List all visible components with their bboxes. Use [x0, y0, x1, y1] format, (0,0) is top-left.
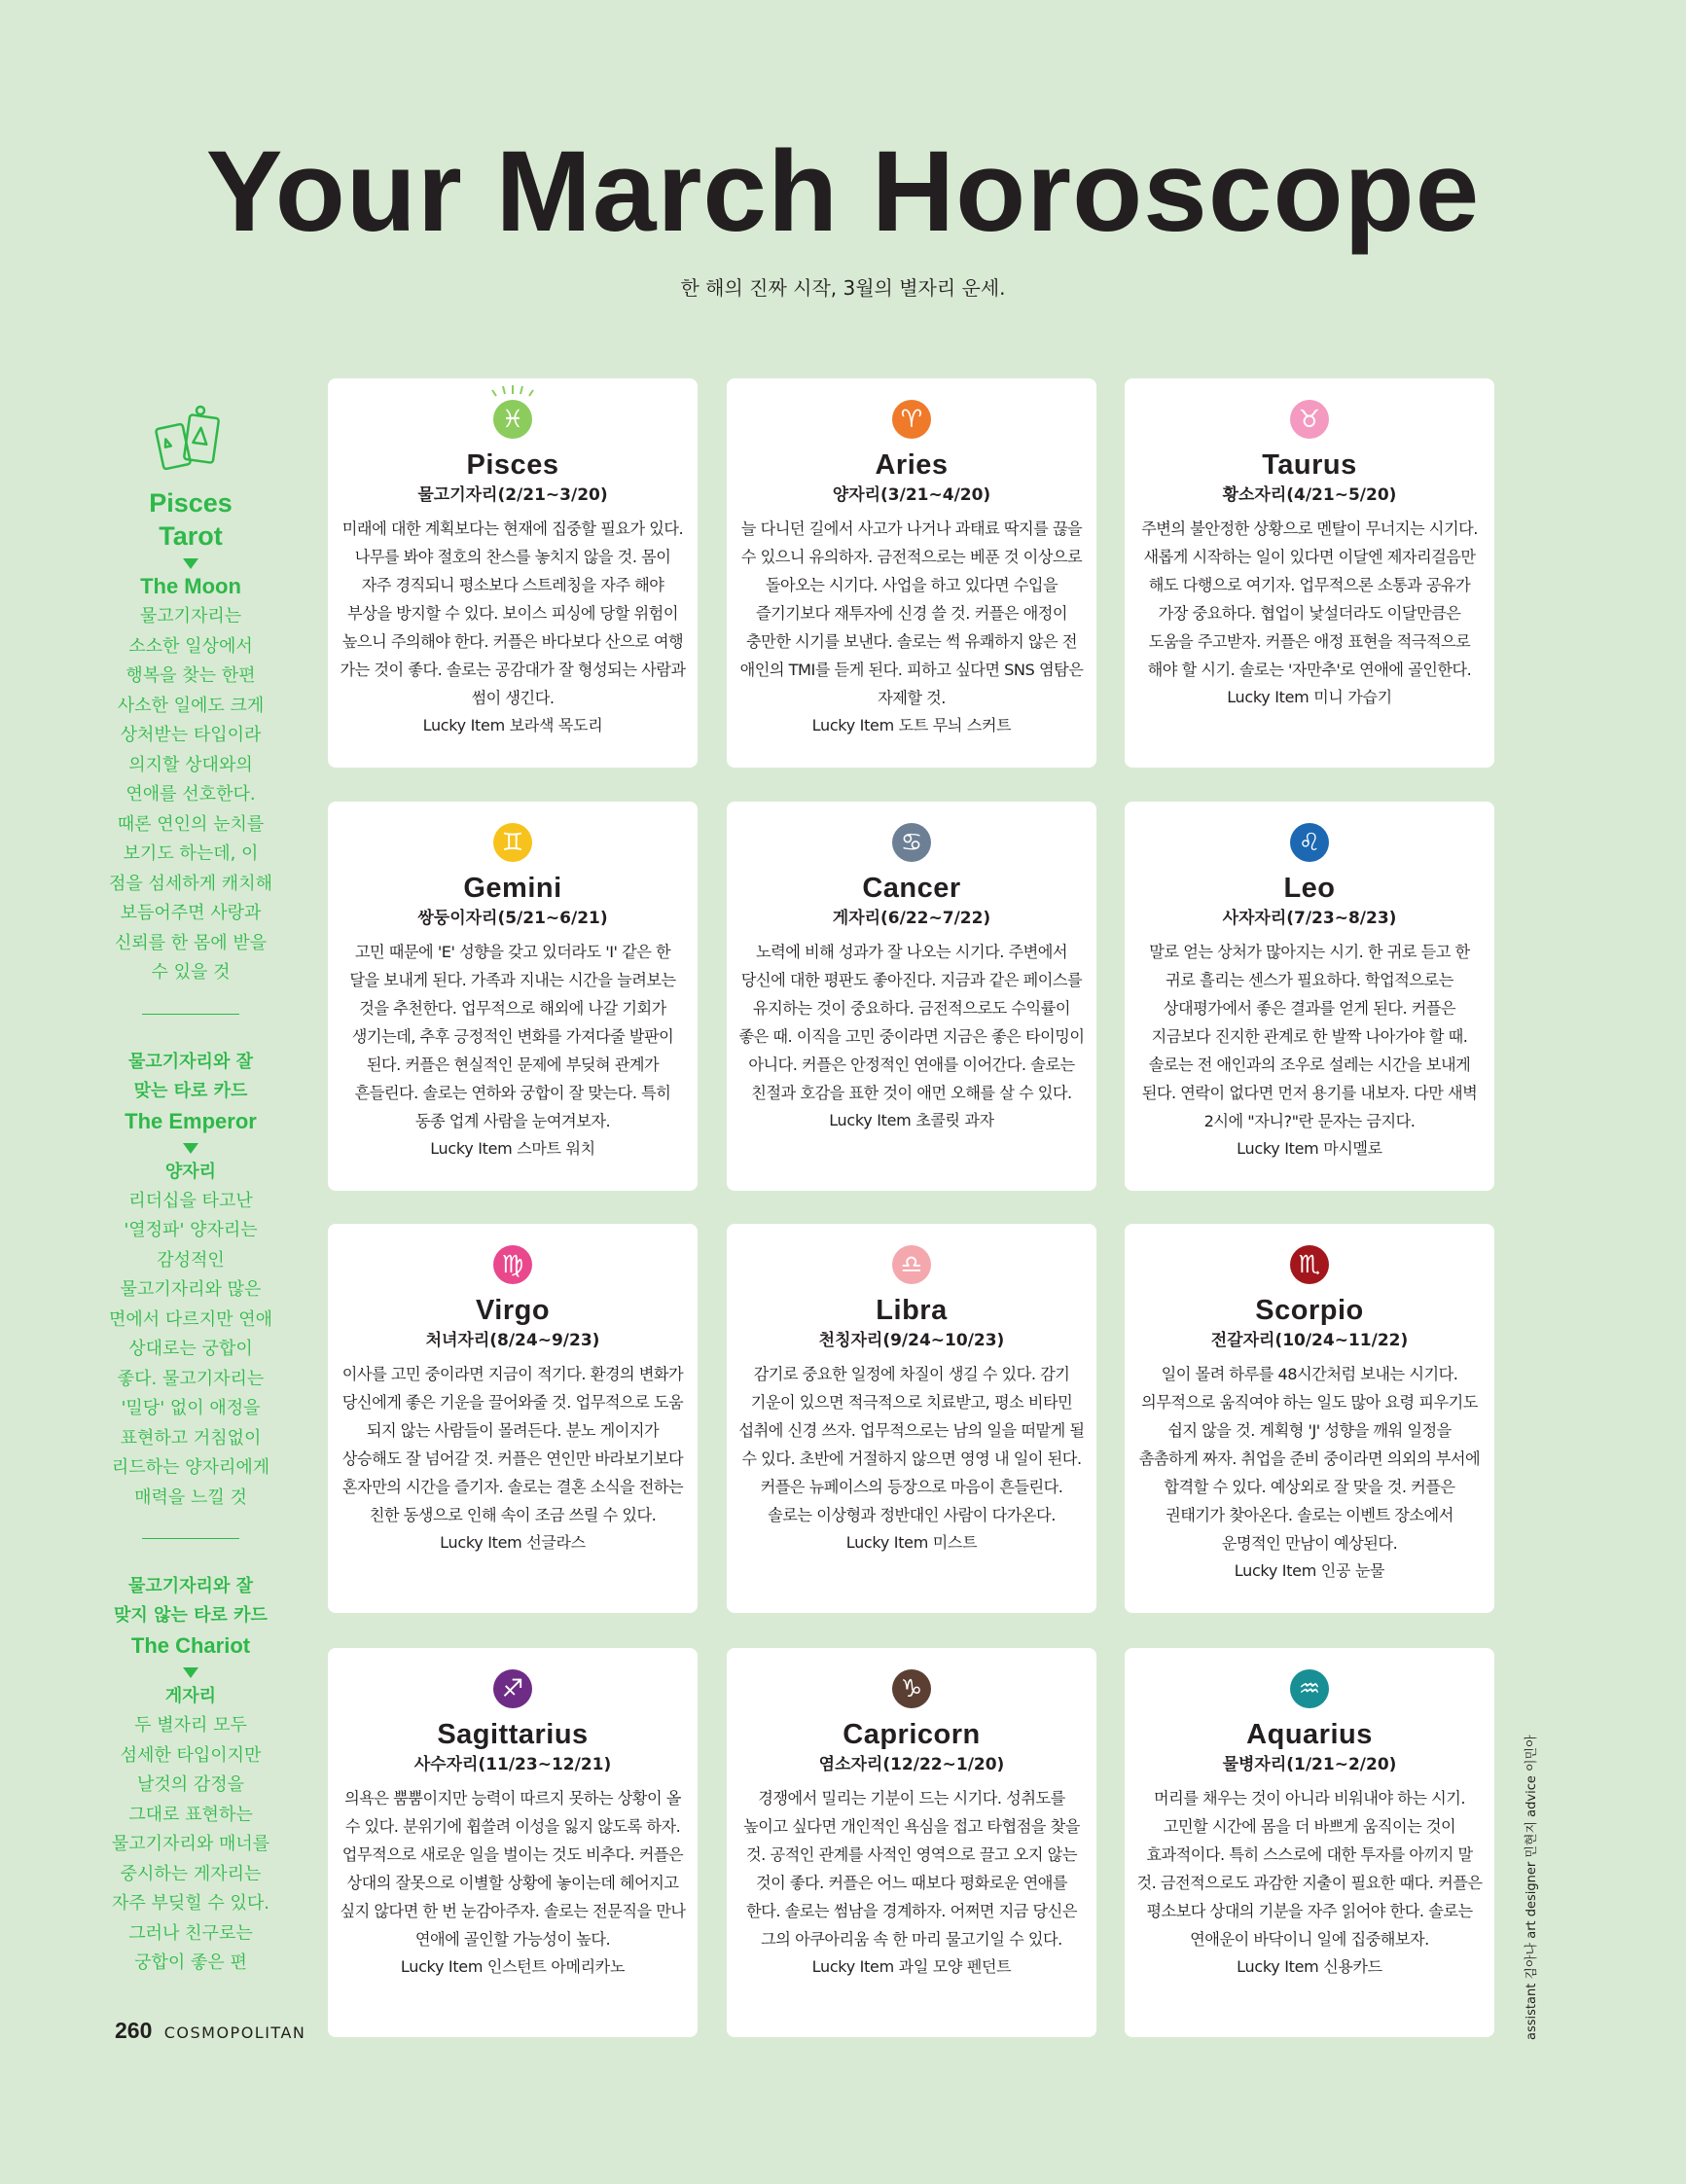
sidebar-text-line: 궁합이 좋은 편 — [134, 1952, 247, 1973]
horoscope-text: 감기로 중요한 일정에 차질이 생길 수 있다. 감기 기운이 있으면 적극적으로 치료받고, 평소 비타민 섭취에 신경 쓰자. 업무적으로는 남의 일을 떠맡게 될 수 있다. 초반에 거절하지 않으면 영영 내 일이 된다. 커플은 뉴페이스의 등장으로 마음이 흔들린다. 솔로는 이상형과 정반대인 사람이 다가온다. — [738, 1365, 1085, 1524]
sign-korean-dates: 황소자리(4/21~5/20) — [1222, 485, 1397, 505]
sign-name: Aries — [875, 449, 949, 481]
horoscope-card-virgo — [328, 1224, 698, 1613]
sidebar-text-line: 중시하는 게자리는 — [120, 1863, 262, 1884]
sign-name: Taurus — [1262, 449, 1357, 481]
lucky-item: Lucky Item 도트 무늬 스커트 — [811, 716, 1012, 734]
sidebar-text-line: 물고기자리와 많은 — [120, 1279, 262, 1300]
sidebar-text-line: 상처받는 타입이라 — [120, 725, 262, 745]
horoscope-card-leo — [1125, 802, 1494, 1191]
lucky-item: Lucky Item 인스턴트 아메리카노 — [400, 1957, 626, 1976]
bad-match-card: The Chariot — [130, 1633, 251, 1658]
lucky-item: Lucky Item 선글라스 — [440, 1533, 586, 1552]
down-arrow-icon — [183, 558, 198, 569]
sidebar-text-line: 신뢰를 한 몸에 받을 — [114, 932, 268, 953]
horoscope-card-aries — [727, 378, 1096, 768]
ray-line — [492, 390, 496, 396]
ray-line — [520, 386, 522, 394]
horoscope-card-taurus — [1125, 378, 1494, 768]
sidebar-text-line: 면에서 다르지만 연애 — [109, 1308, 272, 1330]
horoscope-text: 늘 다니던 길에서 사고가 나거나 과태료 딱지를 끊을 수 있으니 유의하자. 금전적으로는 베푼 것 이상으로 돌아오는 시기다. 사업을 하고 있다면 수입을 즐기기보다 재투자에 신경 쓸 것. 커플은 애정이 충만한 시기를 보낸다. 솔로는 썩 유쾌하지 않은 전 애인의 TMI를 듣게 된다. 피하고 싶다면 SNS 염탐은 자제할 것. — [739, 519, 1084, 707]
sidebar-text-line: 연애를 선호한다. — [126, 784, 256, 805]
sign-name: Virgo — [475, 1295, 551, 1326]
leo-icon: ♌ — [1290, 823, 1329, 862]
pisces-card-name: The Moon — [140, 574, 241, 598]
bad-match-text — [97, 1711, 284, 1979]
taurus-icon: ♉ — [1290, 400, 1329, 439]
sidebar-text-line: '열정파' 양자리는 — [124, 1220, 258, 1240]
sidebar-text-line: 그러나 친구로는 — [128, 1922, 253, 1944]
sign-korean-dates: 양자리(3/21~4/20) — [832, 485, 991, 505]
bad-match-heading-1: 물고기자리와 잘 — [128, 1576, 253, 1596]
sidebar-text-line: 그대로 표현하는 — [128, 1804, 253, 1825]
horoscope-text: 의욕은 뿜뿜이지만 능력이 따르지 못하는 상황이 올 수 있다. 분위기에 휩쓸려 이성을 잃지 않도록 하자. 업무적으로 새로운 일을 벌이는 것도 비추다. 커플은 상대의 잘못으로 이별할 상황에 놓이는데 헤어지고 싶지 않다면 한 번 눈감아주자. 솔로는 전문직을 만나 연애에 골인할 가능성이 높다. — [340, 1789, 686, 1949]
ray-line — [503, 386, 505, 394]
aquarius-icon: ♒ — [1290, 1669, 1329, 1708]
sidebar-text-line: 소소한 일상에서 — [128, 635, 253, 657]
pisces-tarot-sidebar — [97, 399, 284, 1979]
virgo-icon: ♍ — [493, 1245, 532, 1284]
sidebar-text-line: 의지할 상대와의 — [128, 754, 253, 775]
horoscope-text: 일이 몰려 하루를 48시간처럼 보내는 시기다. 의무적으로 움직여야 하는 일도 많아 요령 피우기도 쉽지 않을 것. 계획형 'J' 성향을 깨워 일정을 촘촘하게 짜자. 취업을 준비 중이라면 의외의 부서에 합격할 수 있다. 예상외로 잘 맞을 것. 커플은 권태기가 찾아온다. 솔로는 이벤트 장소에서 운명적인 만남이 예상된다. — [1138, 1365, 1481, 1553]
sidebar-divider — [142, 1014, 239, 1015]
good-match-card: The Emperor — [125, 1108, 257, 1133]
sidebar-text-line: 두 별자리 모두 — [134, 1715, 247, 1736]
horoscope-card-libra — [727, 1224, 1096, 1613]
sign-name: Libra — [876, 1295, 948, 1326]
lucky-item: Lucky Item 과일 모양 펜던트 — [811, 1957, 1012, 1976]
horoscope-text: 이사를 고민 중이라면 지금이 적기다. 환경의 변화가 당신에게 좋은 기운을 끌어와줄 것. 업무적으로 도움 되지 않는 사람들이 몰려든다. 분노 게이지가 상승해도 잘 넘어갈 것. 커플은 연인만 바라보기보다 혼자만의 시간을 즐기자. 솔로는 결혼 소식을 전하는 친한 동생으로 인해 속이 조금 쓰릴 수 있다. — [341, 1365, 684, 1524]
lucky-item: Lucky Item 초콜릿 과자 — [829, 1111, 994, 1129]
sidebar-text-line: 보듬어주면 사랑과 — [120, 903, 262, 923]
sign-korean-dates: 사수자리(11/23~12/21) — [413, 1755, 612, 1774]
sign-korean-dates: 염소자리(12/22~1/20) — [818, 1755, 1005, 1774]
sidebar-text-line: 자주 부딪힐 수 있다. — [112, 1893, 269, 1914]
sign-korean-dates: 전갈자리(10/24~11/22) — [1210, 1331, 1409, 1350]
sidebar-text-line: 보기도 하는데, 이 — [123, 843, 259, 864]
lucky-item: Lucky Item 마시멜로 — [1237, 1139, 1382, 1158]
sign-name: Scorpio — [1255, 1295, 1364, 1326]
pisces-icon: ♓ — [493, 400, 532, 439]
horoscope-card-scorpio — [1125, 1224, 1494, 1613]
good-match-heading-1: 물고기자리와 잘 — [128, 1051, 253, 1072]
magazine-brand: COSMOPOLITAN — [163, 2023, 306, 2042]
sidebar-text-line: 리드하는 양자리에게 — [111, 1457, 270, 1478]
sidebar-divider — [142, 1538, 239, 1539]
aries-icon: ♈ — [892, 400, 931, 439]
lucky-item: Lucky Item 미스트 — [845, 1533, 978, 1552]
down-arrow-icon — [183, 1667, 198, 1678]
sidebar-text-line: 사소한 일에도 크게 — [117, 695, 265, 716]
credits: assistant 김아나 art designer 민현지 advice 이민아 — [1525, 1735, 1539, 2040]
sidebar-text-line: 행복을 찾는 한편 — [126, 665, 256, 686]
horoscope-text: 고민 때문에 'E' 성향을 갖고 있더라도 'I' 같은 한 달을 보내게 된다. 가족과 지내는 시간을 늘려보는 것을 추천한다. 업무적으로 해외에 나갈 기회가 생기는데, 추후 긍정적인 변화를 가져다줄 발판이 된다. 커플은 현실적인 문제에 부딪혀 관계가 흔들린다. 솔로는 연하와 궁합이 잘 맞는다. 특히 동종 업계 사람을 눈여겨보자. — [349, 943, 676, 1130]
highlight-rays-icon — [488, 384, 537, 398]
sign-korean-dates: 쌍둥이자리(5/21~6/21) — [417, 909, 608, 928]
tarot-cards-icon — [152, 399, 230, 477]
horoscope-text: 말로 얻는 상처가 많아지는 시기. 한 귀로 듣고 한 귀로 흘리는 센스가 필요하다. 학업적으로는 상대평가에서 좋은 결과를 얻게 된다. 커플은 지금보다 진지한 관계로 한 발짝 나아가야 할 때. 솔로는 전 애인과의 조우로 설레는 시간을 보내게 된다. 연락이 없다면 먼저 용기를 내보자. 다만 새벽 2시에 "자니?"란 문자는 금지다. — [1141, 943, 1478, 1130]
sign-name: Capricorn — [843, 1719, 981, 1750]
horoscope-card-cancer — [727, 802, 1096, 1191]
page-footer — [115, 2018, 305, 2044]
cancer-icon: ♋ — [892, 823, 931, 862]
sagittarius-icon: ♐ — [493, 1669, 532, 1708]
sign-name: Aquarius — [1246, 1719, 1373, 1750]
sign-korean-dates: 물병자리(1/21~2/20) — [1222, 1755, 1397, 1774]
gemini-icon: ♊ — [493, 823, 532, 862]
horoscope-card-gemini — [328, 802, 698, 1191]
horoscope-text: 머리를 채우는 것이 아니라 비워내야 하는 시기. 고민할 시간에 몸을 더 바쁘게 움직이는 것이 효과적이다. 특히 스스로에 대한 투자를 아끼지 말 것. 금전적으로도 과감한 지출이 필요한 때다. 커플은 평소보다 상대의 기분을 자주 읽어야 한다. 솔로는 연애운이 바닥이니 일에 집중해보자. — [1136, 1789, 1483, 1949]
good-match-sign: 양자리 — [164, 1161, 217, 1182]
page-subtitle: 한 해의 진짜 시작, 3월의 별자리 운세. — [680, 276, 1006, 300]
sidebar-text-line: 점을 섬세하게 캐치해 — [109, 873, 272, 894]
sign-korean-dates: 천칭자리(9/24~10/23) — [818, 1331, 1005, 1350]
sign-korean-dates: 사자자리(7/23~8/23) — [1222, 909, 1397, 928]
horoscope-text: 노력에 비해 성과가 잘 나오는 시기다. 주변에서 당신에 대한 평판도 좋아진다. 지금과 같은 페이스를 유지하는 것이 중요하다. 금전적으로도 수익률이 좋은 때. 이직을 고민 중이라면 지금은 좋은 타이밍이 아니다. 커플은 안정적인 연애를 이어간다. 솔로는 친절과 호감을 표한 것이 애먼 오해를 살 수 있다. — [738, 943, 1085, 1102]
scorpio-icon: ♏ — [1290, 1245, 1329, 1284]
sign-name: Pisces — [466, 449, 559, 481]
page-number: 260 — [115, 2018, 153, 2043]
good-match-heading-2: 맞는 타로 카드 — [133, 1080, 248, 1101]
sidebar-text-line: 물고기자리는 — [139, 606, 242, 627]
horoscope-card-capricorn — [727, 1648, 1096, 2037]
sign-korean-dates: 물고기자리(2/21~3/20) — [417, 485, 608, 505]
page-title: Your March Horoscope — [205, 127, 1481, 256]
sidebar-text-line: 때론 연인의 눈치를 — [117, 813, 265, 835]
sidebar-title-line1: Pisces — [149, 488, 233, 518]
good-match-text — [97, 1187, 284, 1514]
bad-match-heading-2: 맞지 않는 타로 카드 — [114, 1605, 268, 1626]
capricorn-icon: ♑ — [892, 1669, 931, 1708]
sidebar-title-line2: Tarot — [159, 521, 223, 551]
horoscope-text: 미래에 대한 계획보다는 현재에 집중할 필요가 있다. 나무를 봐야 절호의 찬스를 놓치지 않을 것. 몸이 자주 경직되니 평소보다 스트레칭을 자주 해야 부상을 방지할 수 있다. 보이스 피싱에 당할 위험이 높으니 주의해야 한다. 커플은 바다보다 산으로 여행 가는 것이 좋다. 솔로는 공감대가 잘 형성되는 사람과 썸이 생긴다. — [340, 519, 686, 707]
lucky-item: Lucky Item 신용카드 — [1237, 1957, 1382, 1976]
sign-name: Leo — [1283, 873, 1336, 904]
lucky-item: Lucky Item 보라색 목도리 — [422, 716, 603, 734]
sidebar-text-line: 물고기자리와 매너를 — [111, 1834, 270, 1854]
sidebar-text-line: 표현하고 거침없이 — [120, 1427, 262, 1449]
libra-icon: ♎ — [892, 1245, 931, 1284]
horoscope-text: 경쟁에서 밀리는 기분이 드는 시기다. 성취도를 높이고 싶다면 개인적인 욕심을 접고 타협점을 찾을 것. 공적인 관계를 사적인 영역으로 끌고 오지 않는 것이 좋다. 커플은 어느 때보다 평화로운 연애를 한다. 솔로는 썸남을 경계하자. 어쩌면 지금 당신은 그의 아쿠아리움 속 한 마리 물고기일 수 있다. — [743, 1789, 1080, 1949]
sidebar-text-line: 섬세한 타입이지만 — [120, 1744, 262, 1766]
sidebar-text-line: 상대로는 궁합이 — [128, 1339, 253, 1359]
horoscope-text: 주변의 불안정한 상황으로 멘탈이 무너지는 시기다. 새롭게 시작하는 일이 있다면 이달엔 제자리걸음만 해도 다행으로 여기자. 업무적으론 소통과 공유가 가장 중요하다. 협업이 낯설더라도 이달만큼은 도움을 주고받자. 커플은 애정 표현을 적극적으로 해야 할 시기. 솔로는 '자만추'로 연애에 골인한다. — [1141, 519, 1478, 679]
sidebar-text-line: 감성적인 — [157, 1249, 225, 1271]
sidebar-text-line: 날것의 감정을 — [136, 1774, 245, 1795]
sidebar-text-line: 좋다. 물고기자리는 — [117, 1368, 265, 1389]
horoscope-card-pisces — [328, 378, 698, 768]
lucky-item: Lucky Item 인공 눈물 — [1234, 1561, 1385, 1580]
pisces-card-text — [97, 602, 284, 988]
down-arrow-icon — [183, 1143, 198, 1154]
ray-line — [529, 390, 533, 396]
sidebar-text-line: '밀당' 없이 애정을 — [121, 1398, 261, 1418]
lucky-item: Lucky Item 미니 가습기 — [1227, 688, 1392, 706]
horoscope-card-aquarius — [1125, 1648, 1494, 2037]
sidebar-text-line: 리더십을 타고난 — [128, 1190, 253, 1211]
horoscope-card-sagittarius — [328, 1648, 698, 2037]
sign-name: Gemini — [463, 873, 562, 904]
sidebar-text-line: 매력을 느낄 것 — [134, 1486, 247, 1508]
sidebar-text-line: 수 있을 것 — [151, 962, 231, 983]
sign-name: Cancer — [862, 873, 961, 904]
sign-name: Sagittarius — [437, 1719, 589, 1750]
lucky-item: Lucky Item 스마트 워치 — [430, 1139, 595, 1158]
sign-korean-dates: 게자리(6/22~7/22) — [832, 909, 991, 928]
bad-match-sign: 게자리 — [164, 1686, 217, 1706]
sign-korean-dates: 처녀자리(8/24~9/23) — [425, 1331, 600, 1350]
